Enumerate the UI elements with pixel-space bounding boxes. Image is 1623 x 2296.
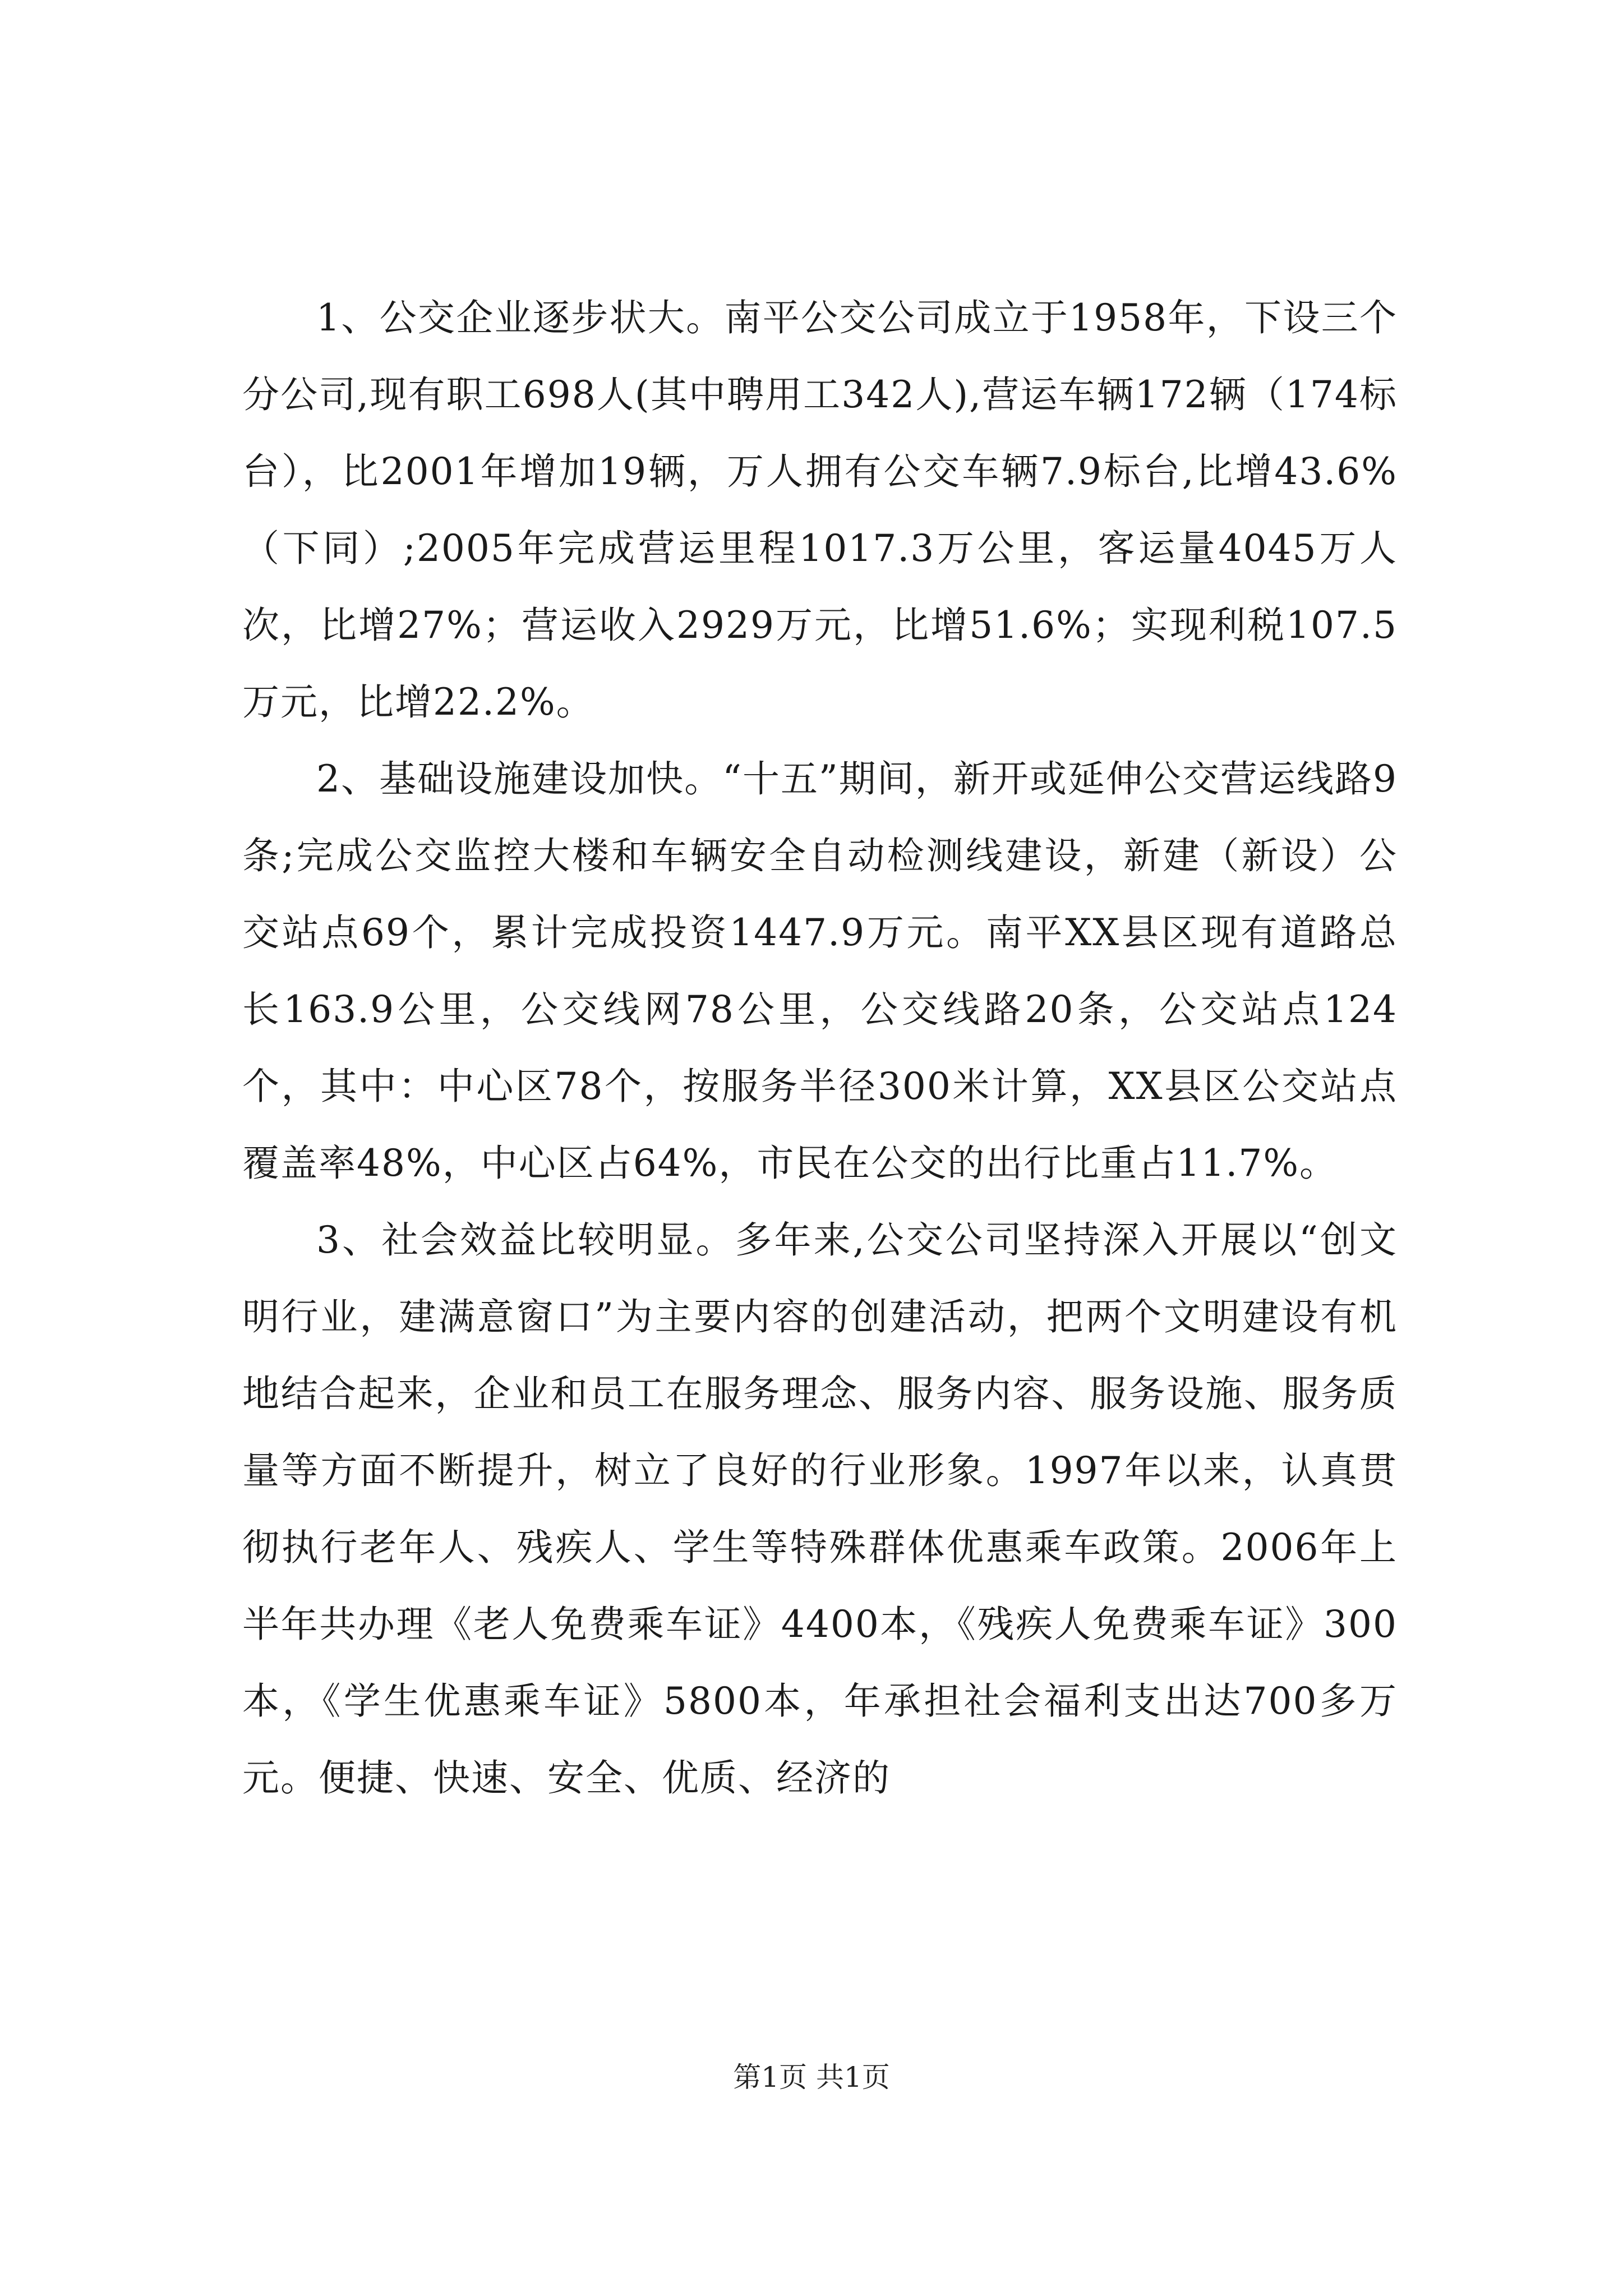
document-body (242, 279, 1398, 1816)
paragraph-3: 3、社会效益比较明显。多年来,公交公司坚持深入开展以“创文明行业，建满意窗口”为主要内容的创建活动，把两个文明建设有机地结合起来，企业和员工在服务理念、服务内容、服务设施、服务质量等方面不断提升，树立了良好的行业形象。1997年以来，认真贯彻执行老年人、残疾人、学生等特殊群体优惠乘车政策。2006年上半年共办理《老人免费乘车证》4400本，《残疾人免费乘车证》300本，《学生优惠乘车证》5800本，年承担社会福利支出达700多万元。便捷、快速、安全、优质、经济的 (242, 1218, 1398, 1800)
paragraph-1: 1、公交企业逐步状大。南平公交公司成立于1958年，下设三个分公司,现有职工698人(其中聘用工342人),营运车辆172辆（174标台），比2001年增加19辆，万人拥有公交车辆7.9标台,比增43.6%（下同）;2005年完成营运里程1017.3万公里，客运量4045万人次，比增27%；营运收入2929万元，比增51.6%；实现利税107.5万元，比增22.2%。 (242, 296, 1398, 724)
paragraph-2: 2、基础设施建设加快。“十五”期间，新开或延伸公交营运线路9条;完成公交监控大楼和车辆安全自动检测线建设，新建（新设）公交站点69个，累计完成投资1447.9万元。南平XX县区现有道路总长163.9公里，公交线网78公里，公交线路20条，公交站点124个，其中：中心区78个，按服务半径300米计算，XX县区公交站点覆盖率48%，中心区占64%，市民在公交的出行比重占11.7%。 (242, 757, 1398, 1185)
page-footer: 第1页 共1页 (733, 2061, 890, 2093)
